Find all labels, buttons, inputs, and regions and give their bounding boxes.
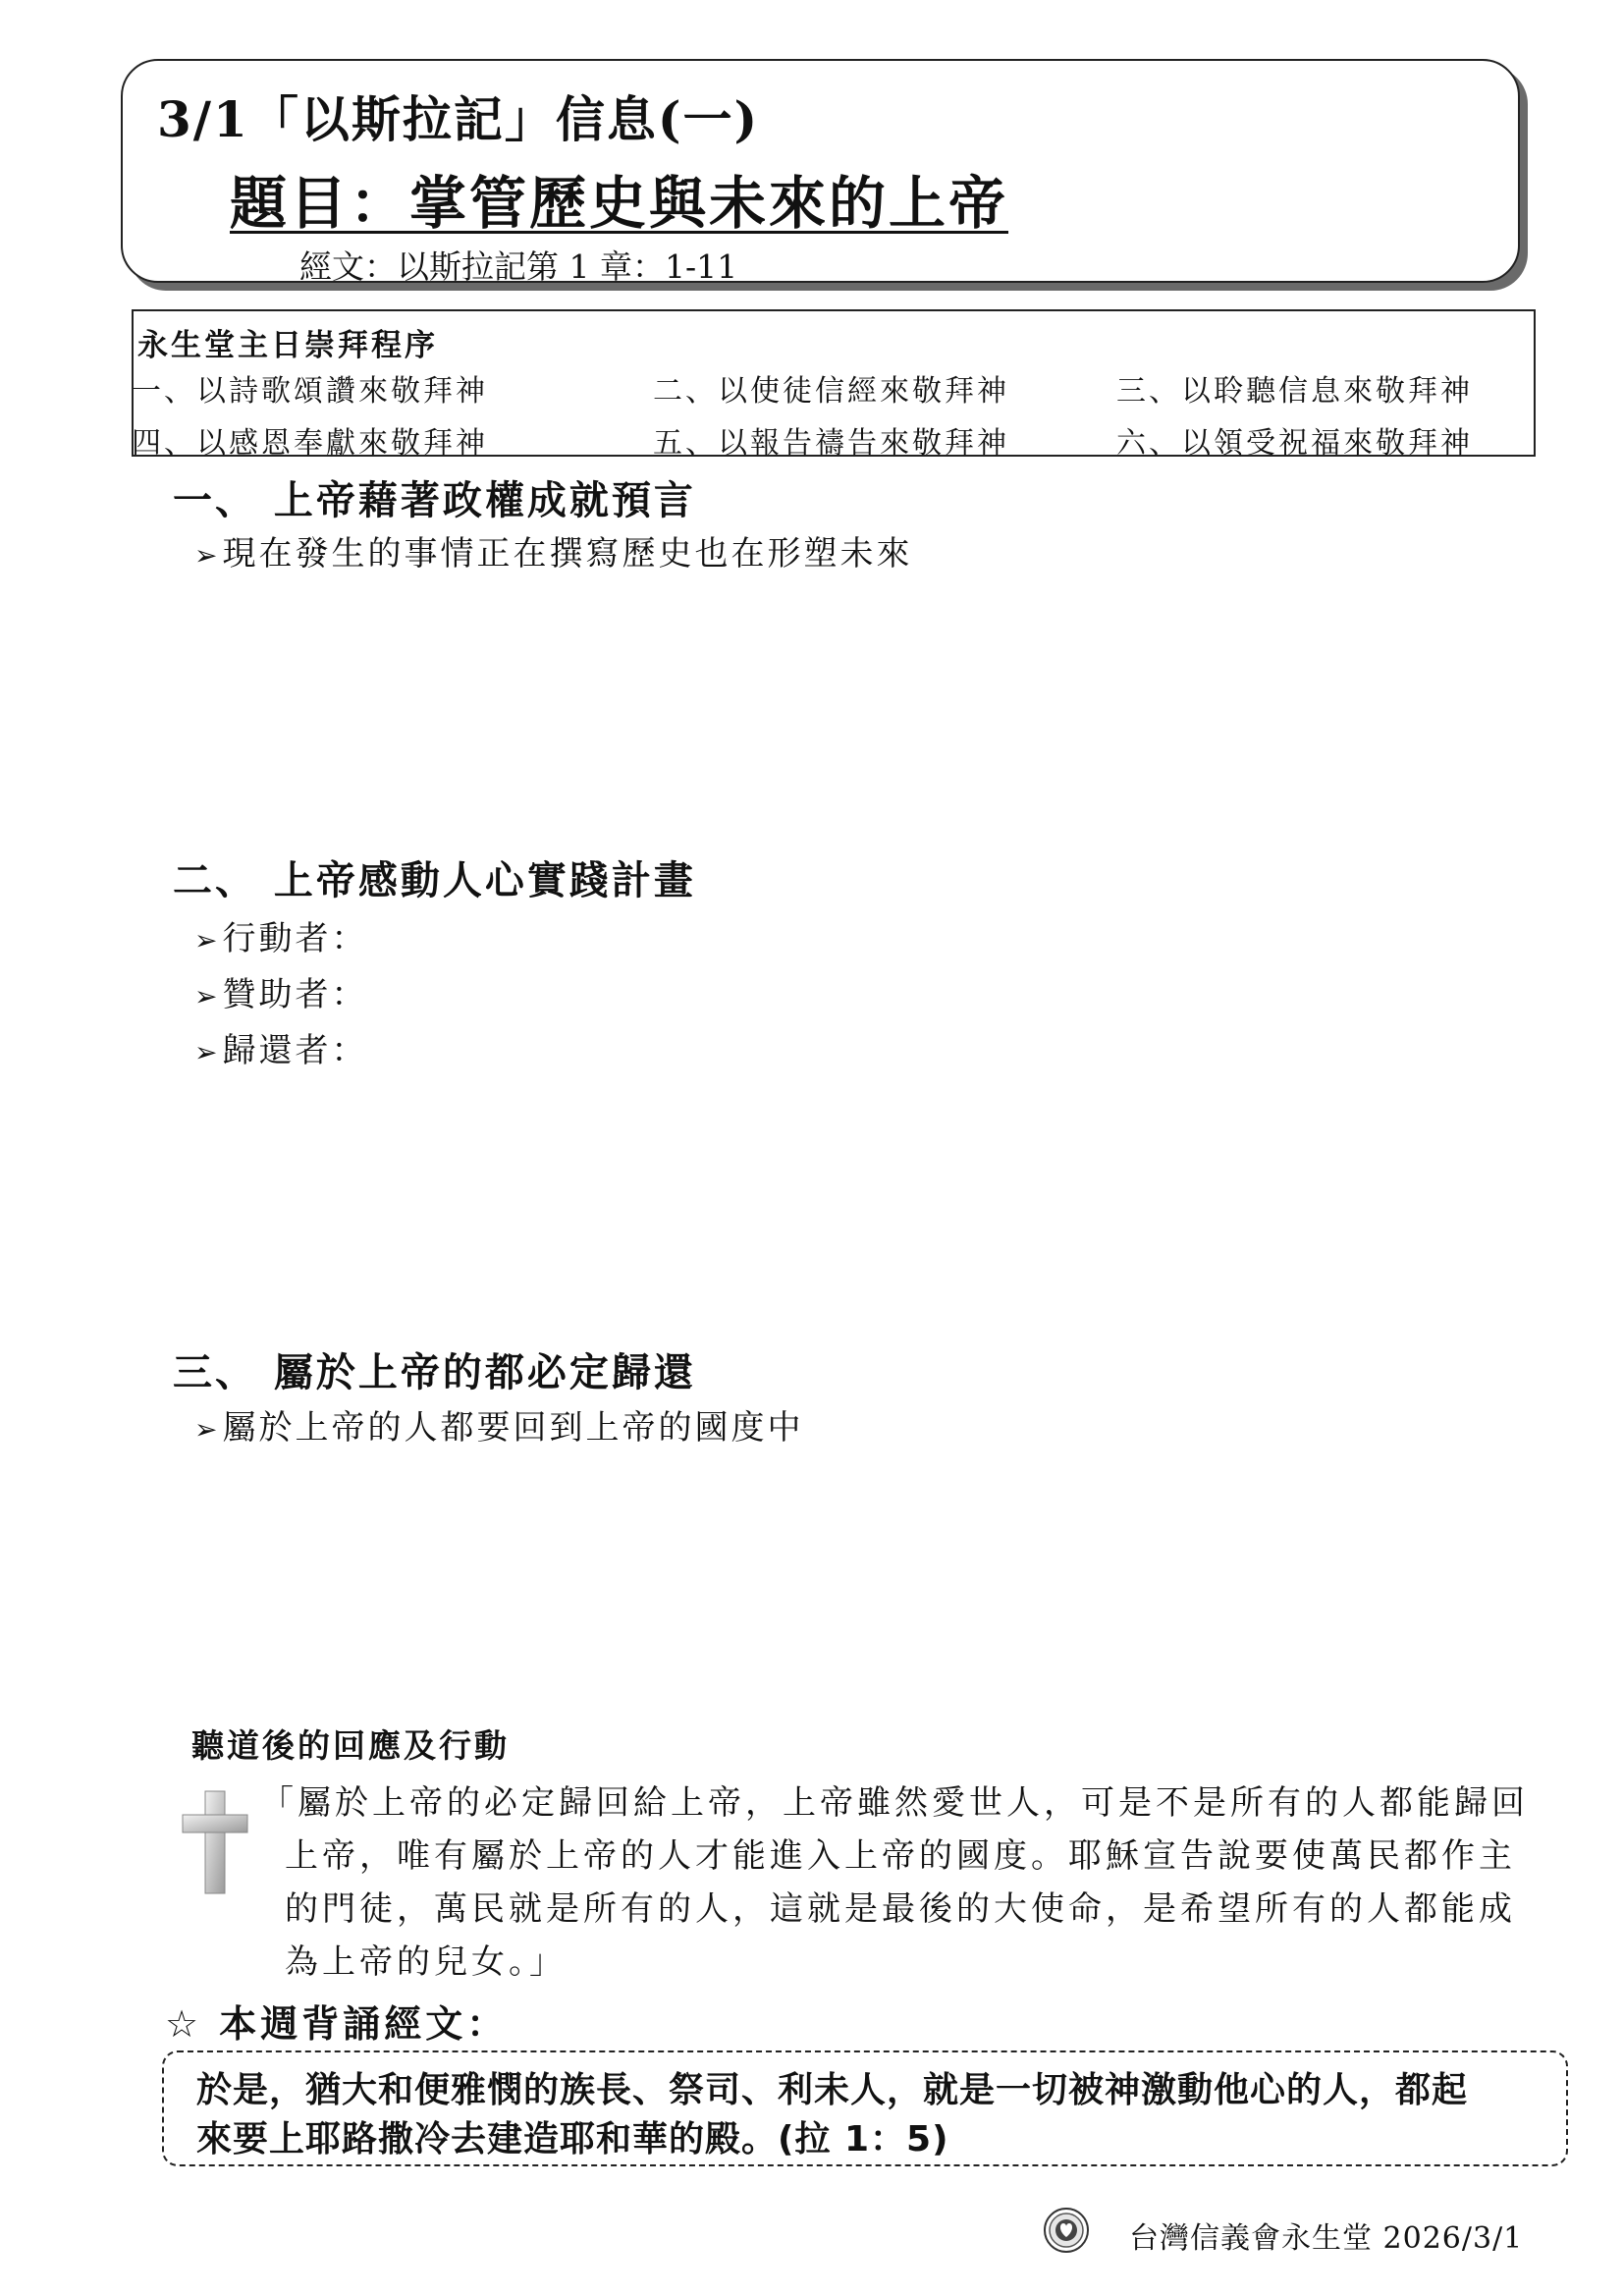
cross-icon bbox=[180, 1787, 250, 1897]
worship-item: 二、以使徒信經來敬拜神 bbox=[653, 374, 1009, 409]
response-text-line: 的門徒，萬民就是所有的人，這就是最後的大使命，是希望所有的人都能成 bbox=[285, 1889, 1516, 1929]
arrow-bullet-icon: ➢ bbox=[194, 1036, 221, 1068]
arrow-bullet-icon: ➢ bbox=[194, 924, 221, 957]
worship-item: 四、以感恩奉獻來敬拜神 bbox=[132, 426, 488, 461]
worship-item: 六、以領受祝福來敬拜神 bbox=[1116, 426, 1473, 461]
arrow-bullet-icon: ➢ bbox=[194, 1413, 221, 1446]
sermon-title: 題目：掌管歷史與未來的上帝 bbox=[230, 170, 1009, 237]
worship-item: 五、以報告禱告來敬拜神 bbox=[653, 426, 1009, 461]
order-of-worship-title: 永生堂主日崇拜程序 bbox=[137, 328, 438, 363]
section-heading-3: 三、 屬於上帝的都必定歸還 bbox=[173, 1349, 696, 1395]
arrow-bullet-icon: ➢ bbox=[194, 980, 221, 1012]
bullet-text: 贊助者： bbox=[222, 975, 368, 1014]
sermon-series-title: 3/1「以斯拉記」信息(一) bbox=[157, 90, 760, 148]
response-text-line: 為上帝的兒女。」 bbox=[285, 1942, 567, 1982]
section-2-bullet bbox=[194, 1023, 367, 1071]
worship-item: 三、以聆聽信息來敬拜神 bbox=[1116, 374, 1473, 409]
scripture-reference: 經文：以斯拉記第 1 章：1-11 bbox=[299, 247, 738, 286]
bullet-text: 現在發生的事情正在撰寫歷史也在形塑未來 bbox=[222, 534, 913, 574]
section-2-bullet bbox=[194, 911, 367, 959]
section-3-bullet bbox=[194, 1400, 803, 1449]
section-heading-1: 一、 上帝藉著政權成就預言 bbox=[173, 477, 696, 523]
memory-verse-heading: ☆ 本週背誦經文： bbox=[165, 2002, 509, 2046]
memory-verse-line: 來要上耶路撒冷去建造耶和華的殿。(拉 1：5) bbox=[196, 2119, 949, 2159]
footer-church-date: 台灣信義會永生堂 2026/3/1 bbox=[1129, 2221, 1524, 2256]
church-logo-icon bbox=[1043, 2207, 1090, 2254]
section-1-bullet bbox=[194, 526, 912, 574]
worship-item: 一、以詩歌頌讚來敬拜神 bbox=[132, 374, 488, 409]
bullet-text: 行動者： bbox=[222, 919, 368, 958]
bullet-text: 屬於上帝的人都要回到上帝的國度中 bbox=[222, 1408, 804, 1448]
bullet-text: 歸還者： bbox=[222, 1031, 368, 1070]
response-text-line: 上帝，唯有屬於上帝的人才能進入上帝的國度。耶穌宣告說要使萬民都作主 bbox=[285, 1836, 1516, 1876]
arrow-bullet-icon: ➢ bbox=[194, 539, 221, 572]
response-heading: 聽道後的回應及行動 bbox=[191, 1726, 510, 1765]
memory-verse-line: 於是，猶大和便雅憫的族長、祭司、利未人，就是一切被神激動他心的人，都起 bbox=[196, 2070, 1469, 2110]
section-2-bullet bbox=[194, 967, 367, 1015]
section-heading-2: 二、 上帝感動人心實踐計畫 bbox=[173, 857, 696, 903]
response-text-line: 「屬於上帝的必定歸回給上帝，上帝雖然愛世人，可是不是所有的人都能歸回 bbox=[260, 1783, 1529, 1823]
